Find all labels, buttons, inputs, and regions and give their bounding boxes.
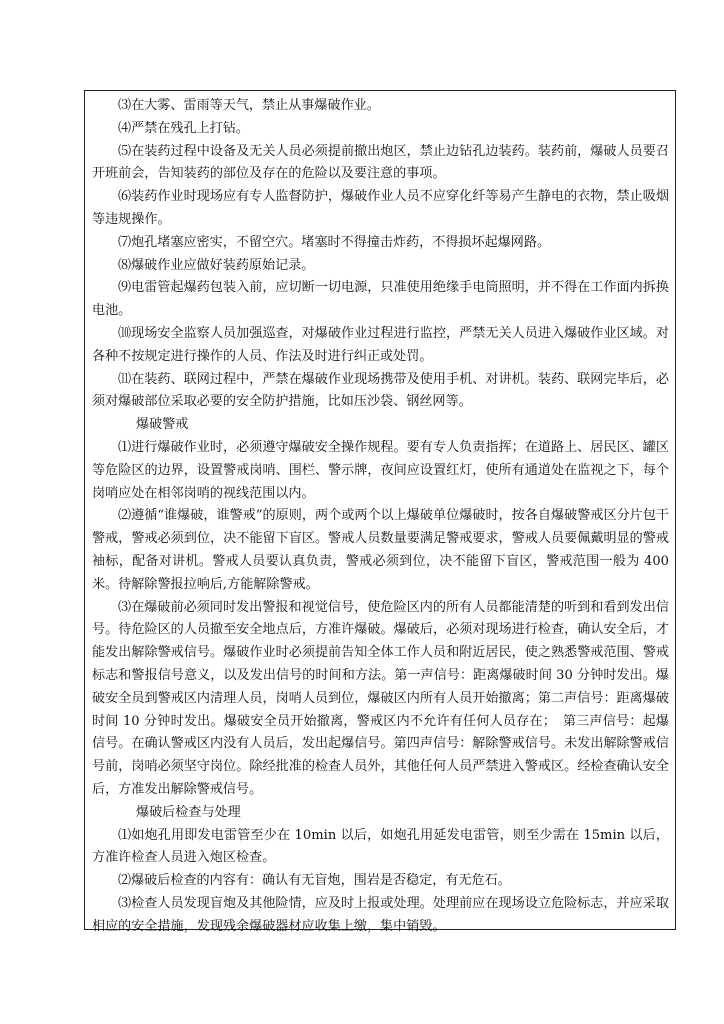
document-content: [92, 95, 669, 934]
section-heading: 爆破警戒: [136, 417, 189, 433]
paragraph: ⑹装药作业时现场应有专人监督防护，爆破作业人员不应穿化纤等易产生静电的衣物，禁止吸烟等违规操作。: [92, 189, 669, 227]
paragraph: ⑶检查人员发现盲炮及其他险情，应及时上报或处理。处理前应在现场设立危险标志，并应采取相应的安全措施，发现残余爆破器材应收集上缴，集中销毁。: [92, 895, 669, 934]
paragraph: ⑶在大雾、雷雨等天气，禁止从事爆破作业。: [118, 98, 380, 113]
paragraph: ⑺炮孔堵塞应密实，不留空穴。堵塞时不得撞击炸药，不得损坏起爆网路。: [118, 234, 551, 250]
section-heading: 爆破后检查与处理: [136, 804, 241, 820]
paragraph: ⑼电雷管起爆药包装入前，应切断一切电源，只准使用绝缘手电筒照明，并不得在工作面内拆换电池。: [92, 280, 669, 319]
paragraph: ⑸在装药过程中设备及无关人员必须提前撤出炮区，禁止边钻孔边装药。装药前，爆破人员要召开班前会，告知装药的部位及存在的危险以及要注意的事项。: [92, 143, 669, 182]
paragraph: ⑴如炮孔用即发电雷管至少在 10min 以后，如炮孔用延发电雷管，则至少需在 15min 以后，方准许检查人员进入炮区检查。: [92, 827, 669, 866]
paragraph: ⑵爆破后检查的内容有：确认有无盲炮，围岩是否稳定，有无危石。: [118, 873, 511, 889]
paragraph: ⑾在装药、联网过程中，严禁在爆破作业现场携带及使用手机、对讲机。装药、联网完毕后，必须对爆破部位采取必要的安全防护措施，比如压沙袋、钢丝网等。: [92, 371, 669, 410]
paragraph: ⑷严禁在残孔上打钻。: [118, 120, 249, 136]
paragraph: ⑶在爆破前必须同时发出警报和视觉信号，使危险区内的所有人员都能清楚的听到和看到发出信号。待危险区的人员撤至安全地点后，方准许爆破。爆破后，必须对现场进行检查，确认安全后，才能发出解除警戒信号。爆破作业时必须提前告知全体工作人员和附近居民，使之熟悉警戒范围、警戒标志和警报信号意义，以及发出信号的时间和方法。第一声信号：距离爆破时间 30 分钟时发出。爆破安全员到警戒区内清理人员，岗哨人员到位，爆破区内所有人员开始撤离；第二声信号：距离爆破时间 10 分钟时发出。爆破安全员开始撤离，警戒区内不允许有任何人员存在； 第三声信号：起爆信号。在确认警戒区内没有人员后，发出起爆信号。第四声信号：解除警戒信号。未发出解除警戒信号前，岗哨必须坚守岗位。除经批准的检查人员外，其他任何人员严禁进入警戒区。经检查确认安全后，方准发出解除警戒信号。: [92, 599, 669, 797]
paragraph: ⑵遵循“谁爆破，谁警戒”的原则，两个或两个以上爆破单位爆破时，按各自爆破警戒区分片包干警戒，警戒必须到位，决不能留下盲区。警戒人员数量要满足警戒要求，警戒人员要佩戴明显的警戒袖标，配备对讲机。警戒人员要认真负责，警戒必须到位，决不能留下盲区，警戒范围一般为 400 米。待解除警报拉响后,方能解除警戒。: [92, 508, 669, 592]
document-frame: [84, 90, 676, 934]
paragraph: ⑽现场安全监察人员加强巡查，对爆破作业过程进行监控，严禁无关人员进入爆破作业区域。对各种不按规定进行操作的人员、作法及时进行纠正或处罚。: [92, 325, 669, 364]
paragraph: ⑴进行爆破作业时，必须遵守爆破安全操作规程。要有专人负责指挥；在道路上、居民区、罐区等危险区的边界，设置警戒岗哨、围栏、警示牌，夜间应设置红灯，使所有通道处在监视之下，每个岗哨应处在相邻岗哨的视线范围以内。: [92, 439, 669, 501]
paragraph: ⑻爆破作业应做好装药原始记录。: [118, 257, 315, 273]
